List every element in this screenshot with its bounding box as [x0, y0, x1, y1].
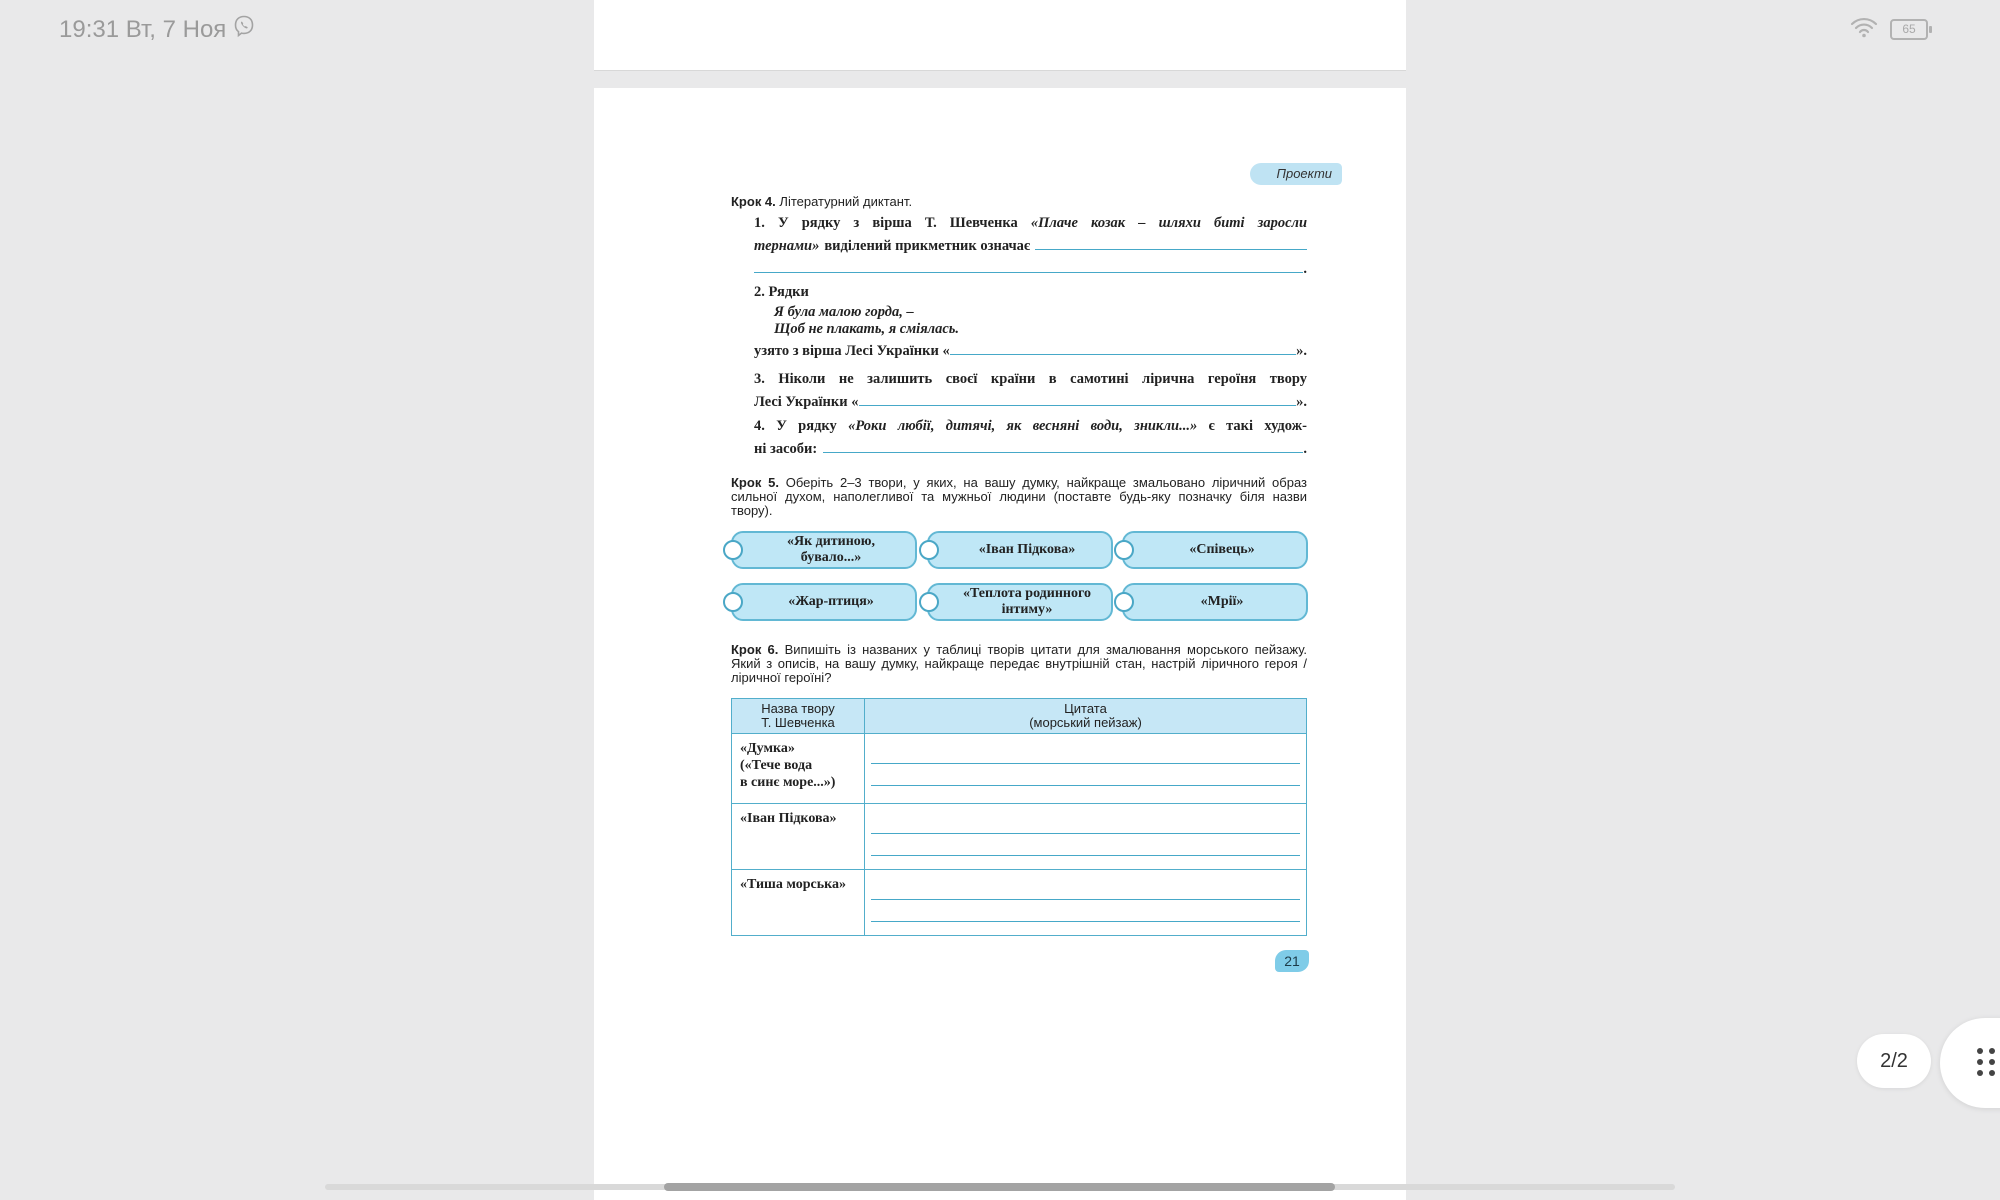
horizontal-scroll-thumb[interactable]: [664, 1183, 1335, 1191]
row-title-3: «Тиша морська»: [732, 870, 865, 936]
q1-text-a: У рядку з вірша Т. Шевченка: [777, 215, 1018, 231]
choice-label-4: «Жар-птиця»: [788, 594, 874, 609]
choice-checkbox-3[interactable]: [1114, 540, 1134, 560]
q1-number: 1.: [754, 215, 765, 231]
choice-option-6[interactable]: [1122, 583, 1308, 621]
table-header-quote-line-2: (морський пейзаж): [1029, 715, 1142, 730]
document-page[interactable]: [594, 88, 1406, 1200]
table-header-title-line-1: Назва твору: [761, 701, 835, 716]
table-row: [732, 870, 1307, 936]
quote-line[interactable]: [871, 812, 1300, 834]
row-title-1: [732, 734, 865, 804]
q1-text-b: виділений прикметник означає: [824, 238, 1031, 254]
status-time-text: 19:31 Вт, 7 Ноя: [59, 15, 227, 43]
row-title-1-line-3: в синє море...»): [740, 775, 836, 790]
choice-option-5[interactable]: [927, 583, 1113, 621]
quote-line[interactable]: [871, 764, 1300, 786]
row-quote-3[interactable]: [865, 870, 1307, 936]
q2-source: узято з вірша Лесі Українки «: [754, 343, 950, 359]
status-time: [59, 14, 256, 45]
step5-label: Крок 5.: [731, 475, 779, 490]
table-row: [732, 804, 1307, 870]
q4-quote: «Роки любії, дитячі, як весняні води, зникли...»: [848, 418, 1198, 434]
q3-answer-line[interactable]: [859, 395, 1297, 406]
quote-line[interactable]: [871, 834, 1300, 856]
page-number: 21: [1275, 950, 1309, 972]
q3-text-a: Ніколи не залишить своєї країни в самотині лірична героїня твору: [778, 371, 1307, 387]
choice-checkbox-1[interactable]: [723, 540, 743, 560]
page-indicator[interactable]: 2/2: [1857, 1034, 1931, 1088]
question-2: 2. Рядки Я була малою горда, – Щоб не плакать, я сміялась. узято з вірша Лесі Українки « ».: [754, 281, 1307, 363]
q2-number: 2.: [754, 284, 765, 300]
choice-label-1: «Як дитиною, бувало...»: [786, 534, 876, 565]
grid-menu-icon: [1977, 1048, 1999, 1076]
choice-label-3: «Співець»: [1189, 542, 1255, 557]
q3-number: 3.: [754, 371, 765, 387]
q2-answer-line[interactable]: [950, 344, 1296, 355]
table-row: [732, 734, 1307, 804]
step5-heading: [731, 476, 1307, 518]
choice-label-5: «Теплота родинного інтиму»: [963, 586, 1091, 617]
q1-quote-a: «Плаче козак – шляхи биті заросли: [1030, 215, 1308, 231]
choice-option-2[interactable]: [927, 531, 1113, 569]
status-indicators: [1850, 16, 1928, 43]
row-title-2: «Іван Підкова»: [732, 804, 865, 870]
previous-page: [594, 0, 1406, 71]
choice-checkbox-2[interactable]: [919, 540, 939, 560]
battery-icon: 65: [1890, 19, 1928, 40]
choice-checkbox-5[interactable]: [919, 592, 939, 612]
q1-answer-line-2[interactable]: [754, 262, 1303, 273]
step6-text: Випишіть із названих у таблиці творів цитати для змалювання морського пейзажу. Який з описів, на вашу думку, найкраще передає внутрішній стан, настрій ліричного героя / ліричної героїні?: [731, 642, 1308, 685]
choice-label-6: «Мрії»: [1200, 594, 1244, 609]
q3-text-b: Лесі Українки «: [754, 394, 859, 410]
step4-title: Літературний диктант.: [779, 194, 913, 209]
q4-text-b: є такі худож-: [1208, 418, 1307, 434]
row-title-1-line-1: «Думка»: [740, 741, 795, 756]
q4-number: 4.: [754, 418, 765, 434]
choice-option-4[interactable]: [731, 583, 917, 621]
question-3: 3. Ніколи не залишить своєї країни в самотині лірична героїня твору Лесі Українки « ».: [754, 368, 1307, 414]
step5-text: Оберіть 2–3 твори, у яких, на вашу думку, найкраще змальовано ліричний образ сильної духом, наполегливої та мужньої людини (поставте будь-яку позначку біля назви твору).: [731, 475, 1307, 518]
q1-quote-b: тернами»: [754, 238, 820, 254]
q2-verse-line-1: Я була малою горда, –: [774, 304, 914, 320]
row-title-1-line-2: («Тече вода: [740, 758, 813, 773]
row-quote-2[interactable]: [865, 804, 1307, 870]
quote-line[interactable]: [871, 878, 1300, 900]
choice-label-2: «Іван Підкова»: [978, 542, 1076, 557]
step4-heading: [731, 195, 1311, 209]
step4-label: Крок 4.: [731, 194, 776, 209]
q1-answer-line-1[interactable]: [1035, 239, 1307, 250]
q4-text-c: ні засоби:: [754, 441, 818, 457]
section-tag: Проекти: [1250, 163, 1342, 185]
menu-button[interactable]: [1940, 1018, 2000, 1108]
quotes-table: [731, 698, 1307, 936]
table-header-title-line-2: Т. Шевченка: [761, 715, 835, 730]
step6-heading: [731, 643, 1307, 685]
table-header-quote-line-1: Цитата: [1064, 701, 1107, 716]
quote-line[interactable]: [871, 742, 1300, 764]
question-4: 4. У рядку «Роки любії, дитячі, як весняні води, зникли...» є такі худож- ні засоби: .: [754, 415, 1307, 461]
viber-icon: [232, 14, 256, 45]
quote-line[interactable]: [871, 900, 1300, 922]
choice-checkbox-6[interactable]: [1114, 592, 1134, 612]
table-header-title: [732, 699, 865, 734]
choice-option-3[interactable]: [1122, 531, 1308, 569]
q2-text: Рядки: [768, 284, 809, 300]
question-1: 1. У рядку з вірша Т. Шевченка «Плаче козак – шляхи биті заросли тернами» виділений прикметник означає .: [754, 215, 1308, 277]
choice-checkbox-4[interactable]: [723, 592, 743, 612]
q4-answer-line[interactable]: [823, 442, 1303, 453]
row-quote-1[interactable]: [865, 734, 1307, 804]
choice-option-1[interactable]: [731, 531, 917, 569]
table-header-quote: [865, 699, 1307, 734]
q2-verse-line-2: Щоб не плакать, я сміялась.: [774, 321, 960, 337]
wifi-icon: [1850, 16, 1878, 43]
step6-label: Крок 6.: [731, 642, 779, 657]
q4-text-a: У рядку: [776, 418, 837, 434]
